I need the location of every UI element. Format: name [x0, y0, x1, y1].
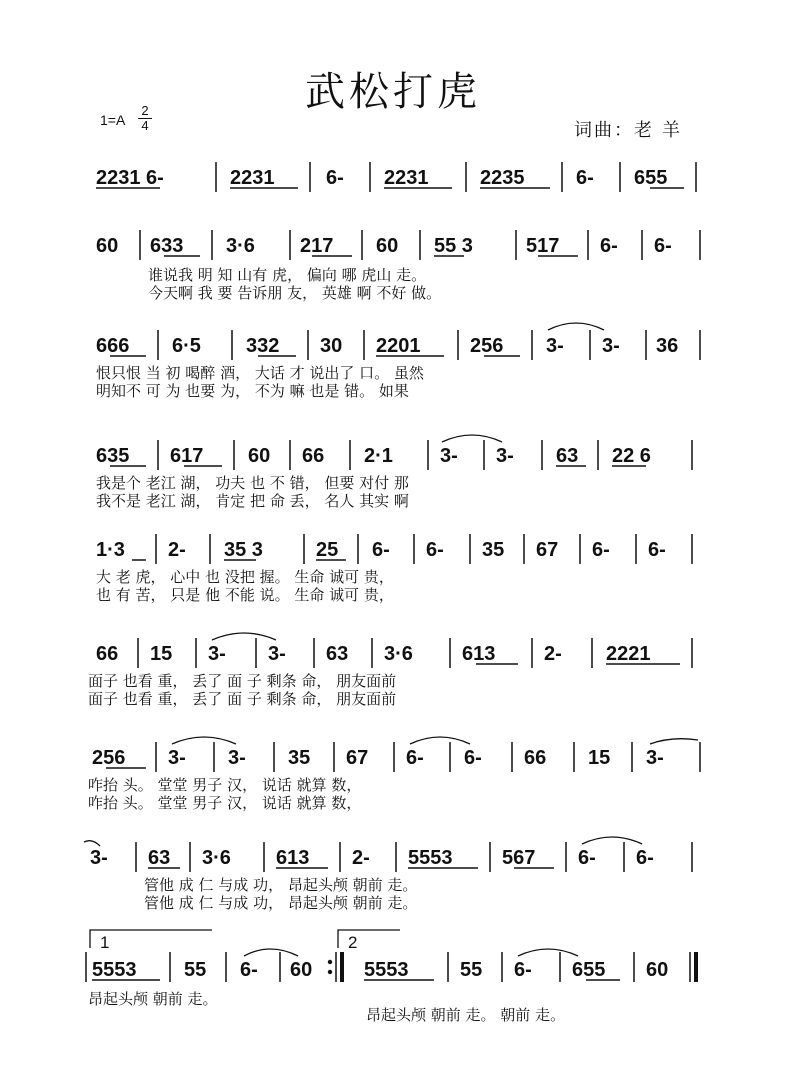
- measure: 3-: [208, 643, 226, 665]
- measure: 5553: [92, 959, 137, 981]
- measure: 635: [96, 445, 130, 467]
- measure: 2235: [480, 167, 525, 189]
- lyrics-verse-2: 管他 成 仁 与成 功， 昂起头颅 朝前 走。: [144, 894, 418, 912]
- measure: 2201: [376, 335, 421, 357]
- measure: 60: [376, 235, 399, 257]
- lyrics-verse-1: 我是个 老江 湖， 功夫 也 不 错， 但要 对付 那: [96, 474, 409, 492]
- lyrics-verse-2: 昂起头颅 朝前 走。 朝前 走。: [366, 1006, 566, 1024]
- measure: 3-: [228, 747, 246, 769]
- measure: 35: [288, 747, 311, 769]
- key-signature: 1=A: [100, 112, 126, 128]
- measure: 5553: [408, 847, 453, 869]
- measure: 3-: [546, 335, 564, 357]
- volta-1-label: 1: [100, 933, 110, 952]
- measure: 63: [556, 445, 579, 467]
- measure: 2·1: [364, 445, 393, 467]
- lyrics-verse-2: 今天啊 我 要 告诉朋 友， 英雄 啊 不好 做。: [148, 284, 442, 302]
- measure: 55: [184, 959, 207, 981]
- measure: 3-: [90, 847, 108, 869]
- lyrics-verse-1: 大 老 虎， 心中 也 没把 握。 生命 诚可 贵，: [96, 568, 394, 586]
- measure: 3·6: [202, 847, 231, 869]
- time-signature-bottom: 4: [141, 118, 149, 133]
- lyrics-verse-1: 面子 也看 重， 丢了 面 子 剩条 命， 朋友面前: [88, 672, 397, 690]
- measure: 2-: [352, 847, 370, 869]
- measure: 332: [246, 335, 280, 357]
- measure: 617: [170, 445, 204, 467]
- lyrics-verse-2: 面子 也看 重， 丢了 面 子 剩条 命， 朋友面前: [88, 690, 397, 708]
- measure: 6-: [576, 167, 594, 189]
- measure: 60: [646, 959, 669, 981]
- measure: 3-: [646, 747, 664, 769]
- measure: 3-: [440, 445, 458, 467]
- measure: 613: [462, 643, 496, 665]
- measure: 6-: [514, 959, 532, 981]
- measure: 66: [96, 643, 119, 665]
- measure: 217: [300, 235, 334, 257]
- measure: 55 3: [434, 235, 473, 257]
- measure: 6-: [464, 747, 482, 769]
- credit-name-2: 羊: [662, 120, 682, 141]
- credit-label: 词曲：: [574, 120, 634, 141]
- system-7: [88, 737, 700, 812]
- measure: 6-: [426, 539, 444, 561]
- measure: 6-: [406, 747, 424, 769]
- measure: 2-: [544, 643, 562, 665]
- measure: 655: [634, 167, 668, 189]
- lyrics-verse-1: 昂起头颅 朝前 走。: [88, 990, 218, 1008]
- system-3: [96, 323, 700, 400]
- measure: 2231 6-: [96, 167, 164, 189]
- measure: 6-: [240, 959, 258, 981]
- measure: 6-: [600, 235, 618, 257]
- measure: 6-: [592, 539, 610, 561]
- measure: 3·6: [384, 643, 413, 665]
- system-4: [96, 435, 692, 510]
- measure: 666: [96, 335, 130, 357]
- song-title: 武松打虎: [305, 69, 481, 115]
- measure: 3-: [496, 445, 514, 467]
- measure: 60: [248, 445, 271, 467]
- measure: 30: [320, 335, 343, 357]
- measure: 6-: [636, 847, 654, 869]
- measure: 36: [656, 335, 679, 357]
- measure: 22 6: [612, 445, 651, 467]
- measure: 567: [502, 847, 536, 869]
- measure: 3-: [268, 643, 286, 665]
- measure: 655: [572, 959, 606, 981]
- measure: 5553: [364, 959, 409, 981]
- measure: 6-: [654, 235, 672, 257]
- system-2: [96, 230, 700, 302]
- volta-2-label: 2: [348, 933, 358, 952]
- measure: 6·5: [172, 335, 201, 357]
- measure: 67: [346, 747, 369, 769]
- measure: 256: [92, 747, 126, 769]
- measure: 66: [302, 445, 325, 467]
- system-9: [86, 930, 696, 1024]
- system-5: [96, 534, 692, 604]
- lyrics-verse-2: 咋抬 头。 堂堂 男子 汉， 说话 就算 数，: [88, 794, 362, 812]
- measure: 25: [316, 539, 339, 561]
- measure: 63: [326, 643, 349, 665]
- measure: 633: [150, 235, 184, 257]
- measure: 2221: [606, 643, 651, 665]
- measure: 60: [96, 235, 119, 257]
- measure: 3-: [602, 335, 620, 357]
- lyrics-verse-2: 明知不 可 为 也要 为， 不为 嘛 也是 错。 如果: [96, 382, 409, 400]
- measure: 517: [526, 235, 560, 257]
- measure: 3-: [168, 747, 186, 769]
- lyrics-verse-1: 谁说我 明 知 山有 虎， 偏向 哪 虎山 走。: [148, 266, 427, 284]
- measure: 35 3: [224, 539, 263, 561]
- measure: 6-: [372, 539, 390, 561]
- measure: 6-: [648, 539, 666, 561]
- measure: 66: [524, 747, 547, 769]
- measure: 35: [482, 539, 505, 561]
- measure: 6-: [578, 847, 596, 869]
- lyrics-verse-1: 管他 成 仁 与成 功， 昂起头颅 朝前 走。: [144, 876, 418, 894]
- lyrics-verse-2: 也 有 苦， 只是 他 不能 说。 生命 诚可 贵，: [96, 586, 394, 604]
- lyrics-verse-1: 恨只恨 当 初 喝醉 酒， 大话 才 说出了 口。 虽然: [96, 364, 424, 382]
- measure: 60: [290, 959, 313, 981]
- system-8: [84, 837, 692, 912]
- lyrics-verse-2: 我不是 老江 湖， 肯定 把 命 丢， 名人 其实 啊: [96, 492, 409, 510]
- measure: 2-: [168, 539, 186, 561]
- measure: 6-: [326, 167, 344, 189]
- measure: 15: [150, 643, 173, 665]
- measure: 2231: [230, 167, 275, 189]
- measure: 613: [276, 847, 310, 869]
- measure: 63: [148, 847, 171, 869]
- measure: 256: [470, 335, 504, 357]
- system-6: [88, 633, 692, 708]
- measure: 3·6: [226, 235, 255, 257]
- time-signature-top: 2: [141, 103, 149, 118]
- measure: 1·3: [96, 539, 125, 561]
- measure: 67: [536, 539, 559, 561]
- measure: 15: [588, 747, 611, 769]
- system-1: [96, 162, 696, 192]
- credit-name-1: 老: [634, 120, 654, 141]
- lyrics-verse-1: 咋抬 头。 堂堂 男子 汉， 说话 就算 数，: [88, 776, 362, 794]
- measure: 2231: [384, 167, 429, 189]
- measure: 55: [460, 959, 483, 981]
